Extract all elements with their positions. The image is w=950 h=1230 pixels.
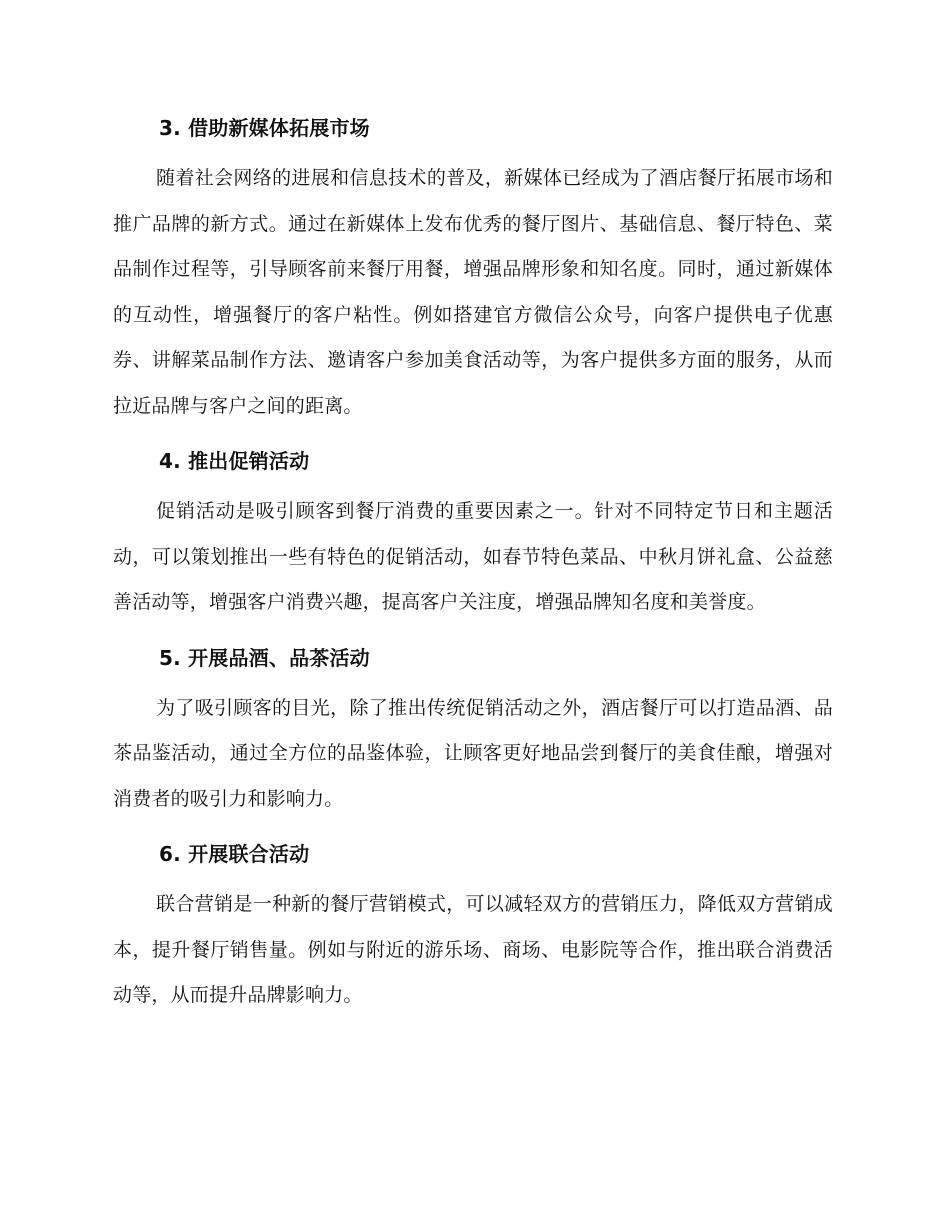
- section-paragraph: 为了吸引顾客的目光，除了推出传统促销活动之外，酒店餐厅可以打造品酒、品茶品鉴活动，通过全方位的品鉴体验，让顾客更好地品尝到餐厅的美食佳酿，增强对消费者的吸引力和影响力。: [113, 696, 833, 810]
- section-heading: 5. 开展品酒、品茶活动: [159, 645, 370, 670]
- section-paragraph: 联合营销是一种新的餐厅营销模式，可以减轻双方的营销压力，降低双方营销成本，提升餐厅销售量。例如与附近的游乐场、商场、电影院等合作，推出联合消费活动等，从而提升品牌影响力。: [113, 893, 833, 1006]
- section-4: [113, 443, 833, 626]
- section-paragraph: 随着社会网络的进展和信息技术的普及，新媒体已经成为了酒店餐厅拓展市场和推广品牌的新方式。通过在新媒体上发布优秀的餐厅图片、基础信息、餐厅特色、菜品制作过程等，引导顾客前来餐厅用餐，增强品牌形象和知名度。同时，通过新媒体的互动性，增强餐厅的客户粘性。例如搭建官方微信公众号，向客户提供电子优惠券、讲解菜品制作方法、邀请客户参加美食活动等，为客户提供多方面的服务，从而拉近品牌与客户之间的距离。: [113, 167, 833, 417]
- section-3: [113, 110, 833, 429]
- document-body: [113, 110, 833, 1019]
- section-heading: 3. 借助新媒体拓展市场: [159, 116, 370, 140]
- section-5: [113, 640, 833, 823]
- section-heading: 4. 推出促销活动: [159, 449, 310, 473]
- section-paragraph: 促销活动是吸引顾客到餐厅消费的重要因素之一。针对不同特定节日和主题活动，可以策划推出一些有特色的促销活动，如春节特色菜品、中秋月饼礼盒、公益慈善活动等，增强客户消费兴趣，提高客户关注度，增强品牌知名度和美誉度。: [113, 500, 833, 613]
- section-heading: 6. 开展联合活动: [159, 842, 310, 866]
- section-6: [113, 836, 833, 1019]
